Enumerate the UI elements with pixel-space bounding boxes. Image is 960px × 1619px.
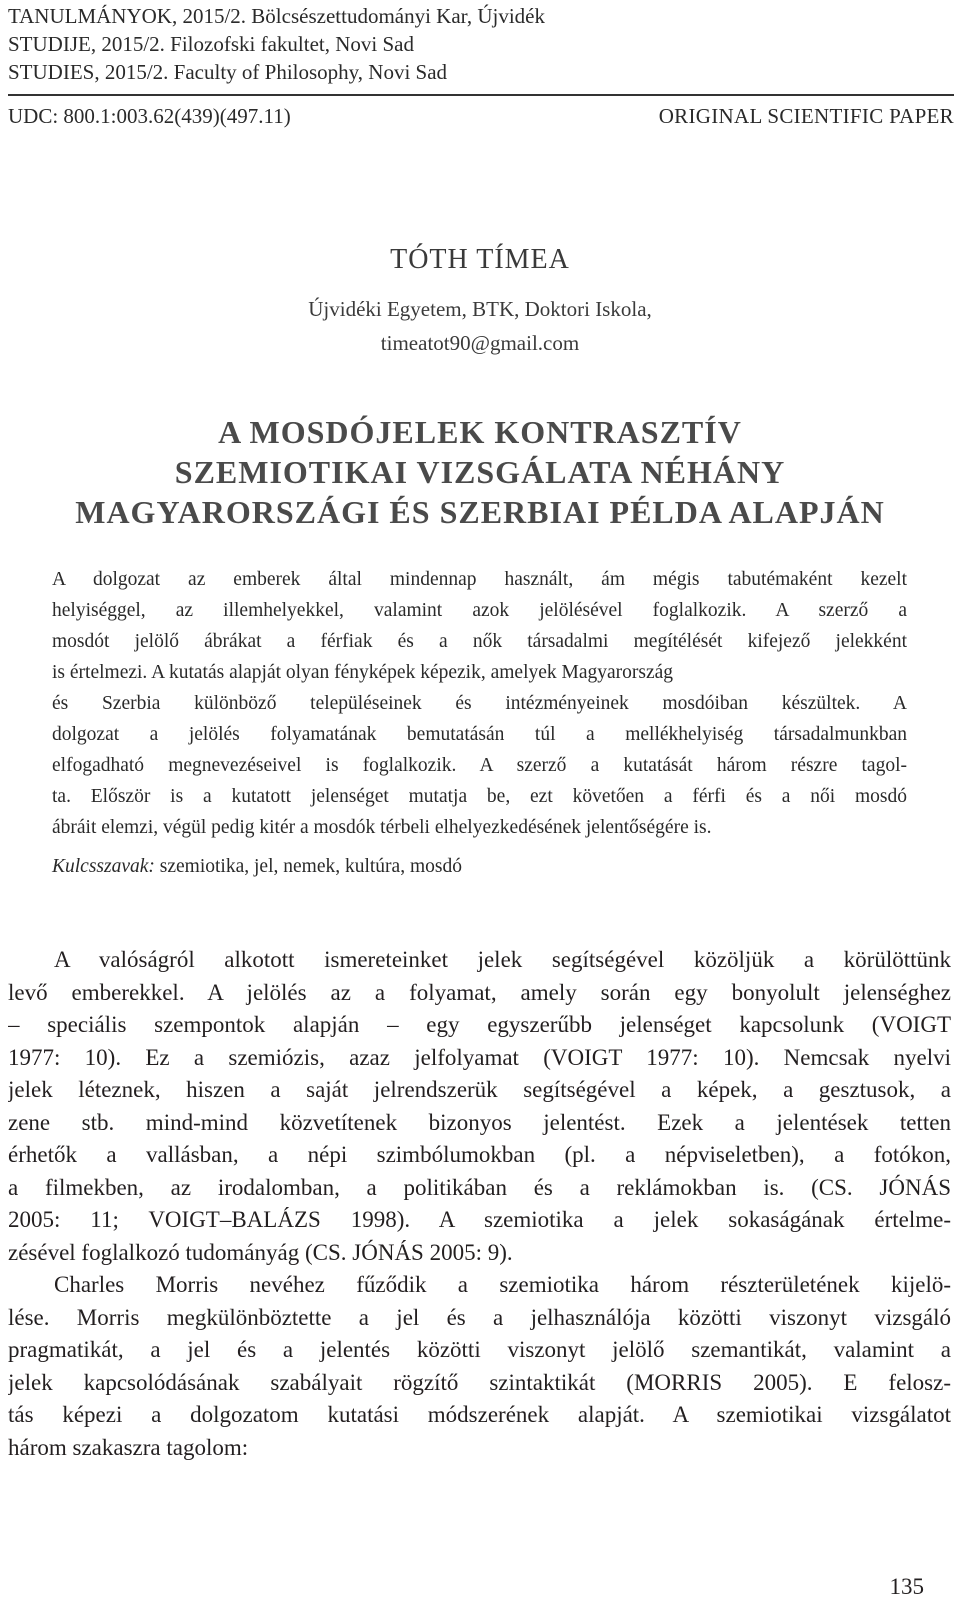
abstract-line: is értelmezi. A kutatás alapját olyan fényképek képezik, amelyek Magyarország <box>52 662 674 683</box>
abstract-line: és Szerbia különböző településeinek és intézményeinek mosdóiban készültek. A <box>52 693 907 714</box>
body-text <box>8 944 951 1464</box>
body-line: zésével foglalkozó tudományág (CS. JÓNÁS 2005: 9). <box>8 1239 513 1265</box>
body-line: érhetők a vallásban, a népi szimbólumokban (pl. a népviseletben), a fotókon, <box>8 1142 951 1167</box>
abstract-line: A dolgozat az emberek által mindennap használt, ám mégis tabutémaként kezelt <box>52 569 907 590</box>
keywords-label: Kulcsszavak: <box>52 856 155 877</box>
paper-title <box>0 412 960 532</box>
udc-code: UDC: 800.1:003.62(439)(497.11) <box>8 104 291 128</box>
abstract-line: ábráit elemzi, végül pedig kitér a mosdók térbeli elhelyezkedésének jelentőségére is. <box>52 817 712 838</box>
author-affiliation-block <box>0 292 960 360</box>
abstract-line: dolgozat a jelölés folyamatának bemutatásán túl a mellékhelyiség társadalmunkban <box>52 724 907 745</box>
keywords-list: szemiotika, jel, nemek, kultúra, mosdó <box>159 856 462 877</box>
paper-type: ORIGINAL SCIENTIFIC PAPER <box>658 104 954 128</box>
journal-line-en: STUDIES, 2015/2. Faculty of Philosophy, Novi Sad <box>8 60 448 84</box>
title-line: A MOSDÓJELEK KONTRASZTÍV <box>218 414 742 450</box>
abstract-line: elfogadható megnevezéseivel is foglalkozik. A szerző a kutatását három részre tagol- <box>52 755 907 776</box>
author-email: timeatot90@gmail.com <box>380 331 580 355</box>
title-line: MAGYARORSZÁGI ÉS SZERBIAI PÉLDA ALAPJÁN <box>75 494 885 530</box>
body-line: 2005: 11; VOIGT–BALÁZS 1998). A szemiotika a jelek sokaságának értelme- <box>8 1207 951 1232</box>
body-line: Charles Morris nevéhez fűződik a szemiotika három részterületének kijelö- <box>54 1272 951 1297</box>
header-divider <box>8 94 954 96</box>
author-name: TÓTH TÍMEA <box>390 244 570 275</box>
body-line: a filmekben, az irodalomban, a politikában és a reklámokban is. (CS. JÓNÁS <box>8 1174 951 1200</box>
page-number: 135 <box>889 1574 924 1599</box>
body-line: jelek léteznek, hiszen a saját jelrendszerük segítségével a képek, a gesztusok, a <box>8 1077 951 1102</box>
abstract-line: helyiséggel, az illemhelyekkel, valamint azok jelölésével foglalkozik. A szerző a <box>52 600 907 621</box>
abstract-line: mosdót jelölő ábrákat a férfiak és a nők társadalmi megítélését kifejező jelekként <box>52 631 907 652</box>
body-line: lése. Morris megkülönböztette a jel és a jelhasználója közötti viszonyt vizsgáló <box>8 1304 951 1330</box>
body-line: zene stb. mind-mind közvetítenek bizonyos jelentést. Ezek a jelentések tetten <box>8 1109 951 1135</box>
abstract <box>52 564 907 882</box>
title-line: SZEMIOTIKAI VIZSGÁLATA NÉHÁNY <box>174 454 786 490</box>
body-line: levő emberekkel. A jelölés az a folyamat, amely során egy bonyolult jelenséghez <box>8 979 951 1005</box>
body-line: A valóságról alkotott ismereteinket jelek segítségével közöljük a körülöttünk <box>54 947 951 972</box>
journal-header <box>8 2 545 86</box>
body-line: tás képezi a dolgozatom kutatási módszerének alapját. A szemiotikai vizsgálatot <box>8 1402 951 1427</box>
author-affiliation: Újvidéki Egyetem, BTK, Doktori Iskola, <box>308 297 652 321</box>
abstract-line: ta. Először is a kutatott jelenséget mutatja be, ezt követően a férfi és a női mosdó <box>52 786 907 807</box>
keywords <box>52 851 907 882</box>
body-line: pragmatikát, a jel és a jelentés közötti viszonyt jelölő szemantikát, valamint a <box>8 1337 951 1362</box>
journal-line-hu: TANULMÁNYOK, 2015/2. Bölcsészettudományi Kar, Újvidék <box>8 4 545 28</box>
body-line: 1977: 10). Ez a szemiózis, azaz jelfolyamat (VOIGT 1977: 10). Nemcsak nyelvi <box>8 1044 951 1070</box>
body-line: – speciális szempontok alapján – egy egyszerűbb jelenséget kapcsolunk (VOIGT <box>8 1012 951 1037</box>
body-line: jelek kapcsolódásának szabályait rögzítő szintaktikát (MORRIS 2005). E felosz- <box>8 1369 951 1395</box>
journal-line-sr: STUDIJE, 2015/2. Filozofski fakultet, Novi Sad <box>8 32 414 56</box>
body-line: három szakaszra tagolom: <box>8 1434 249 1460</box>
